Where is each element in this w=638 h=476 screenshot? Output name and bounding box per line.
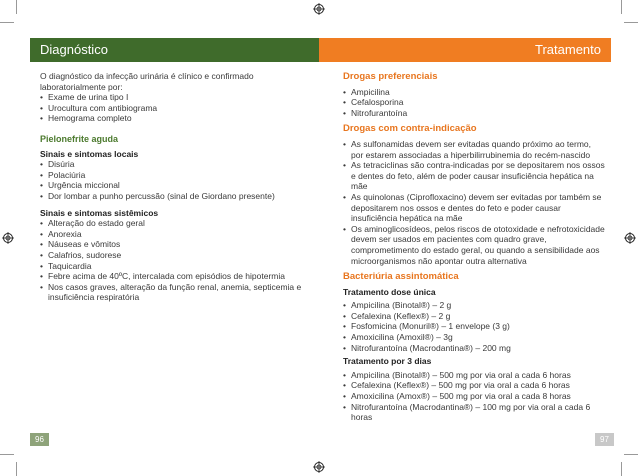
local-symptoms-list — [40, 159, 310, 201]
list-item: • Cefalexina (Keflex®) – 500 mg por via oral a cada 6 horas — [343, 380, 570, 391]
left-page-title: Diagnóstico — [40, 42, 108, 57]
list-item: • Fosfomicina (Monuril®) – 1 envelope (3 g) — [343, 321, 510, 332]
right-page-title: Tratamento — [535, 42, 601, 57]
list-item: • Amoxicilina (Amox®) – 500 mg por via oral a cada 8 horas — [343, 391, 571, 402]
preferred-drugs-list — [343, 87, 605, 119]
systemic-symptoms-heading: Sinais e sintomas sistêmicos — [40, 207, 159, 218]
list-item: • Taquicardia — [40, 260, 92, 271]
crop-mark — [624, 22, 638, 23]
list-item: • As quinolonas (Ciprofloxacino) devem ser evitadas por também se depositarem nos ossos e dentes do feto e poder causar insuficiência hepática na mãe — [343, 191, 602, 224]
list-item: • Náuseas e vômitos — [40, 239, 121, 250]
preferred-drugs-heading: Drogas preferenciais — [343, 71, 438, 82]
registration-mark-icon — [2, 232, 14, 244]
section-heading-pielonefrite: Pielonefrite aguda — [40, 133, 119, 144]
crop-mark — [0, 454, 14, 455]
crop-mark — [16, 462, 17, 476]
crop-mark — [624, 454, 638, 455]
list-item: • Anorexia — [40, 228, 82, 239]
list-item: • Calafrios, sudorese — [40, 249, 122, 260]
asymptomatic-bacteriuria-heading: Bacteriúria assintomática — [343, 271, 459, 283]
list-item: • Alteração do estado geral — [40, 218, 145, 229]
list-item: • As sulfonamidas devem ser evitadas quando próximo ao termo, por estarem associadas a hiperbilirrubinemia do recém-nascido — [343, 138, 592, 160]
crop-mark — [0, 22, 14, 23]
contraindicated-drugs-list — [343, 139, 605, 266]
crop-mark — [16, 0, 17, 14]
left-header-bar — [30, 38, 319, 62]
list-item: • Nitrofurantoína (Macrodantina®) – 200 mg — [343, 342, 511, 353]
list-item: • Urocultura com antibiograma — [40, 102, 158, 113]
list-item: • Polaciúria — [40, 169, 86, 180]
list-item: • Ampicilina — [343, 86, 390, 97]
list-item: • Os aminoglicosídeos, pelos riscos de ototoxidade e nefrotoxicidade devem ser usados em pacientes com quadro grave, comprometimento do estado geral, ou quando a sensibilidade aos microorganismos não apontar outra alternativa — [343, 223, 605, 266]
right-page-number: 97 — [595, 433, 614, 446]
list-item: • Ampicilina (Binotal®) – 500 mg por via oral a cada 6 horas — [343, 369, 571, 380]
intro-list — [40, 92, 310, 124]
list-item: • Cefalosporina — [343, 97, 404, 108]
list-item: • Exame de urina tipo I — [40, 92, 129, 103]
single-dose-list — [343, 300, 605, 353]
list-item: • Nos casos graves, alteração da função renal, anemia, septicemia e insuficiência respiratória — [40, 281, 302, 303]
single-dose-heading: Tratamento dose única — [343, 286, 436, 297]
left-page-number: 96 — [30, 433, 49, 446]
three-day-heading: Tratamento por 3 dias — [343, 356, 432, 367]
crop-mark — [621, 462, 622, 476]
systemic-symptoms-list — [40, 218, 310, 303]
list-item: • Nitrofurantoína (Macrodantina®) – 100 mg por via oral a cada 6 horas — [343, 401, 591, 423]
list-item: • Disúria — [40, 159, 75, 170]
registration-mark-icon — [313, 3, 325, 15]
right-header-bar — [319, 38, 611, 62]
list-item: • Cefalexina (Keflex®) – 2 g — [343, 310, 451, 321]
crop-mark — [621, 0, 622, 14]
contraindicated-drugs-heading: Drogas com contra-indicação — [343, 123, 477, 135]
left-column — [40, 71, 310, 303]
list-item: • Dor lombar a punho percussão (sinal de Giordano presente) — [40, 190, 275, 201]
list-item: • Hemograma completo — [40, 113, 132, 124]
list-item: • As tetraciclinas são contra-indicadas por se depositarem nos ossos e dentes do feto, além de poder causar insuficiência hepática na mãe — [343, 160, 605, 192]
list-item: • Amoxicilina (Amoxil®) – 3g — [343, 332, 453, 343]
registration-mark-icon — [313, 461, 325, 473]
list-item: • Ampicilina (Binotal®) – 2 g — [343, 300, 452, 311]
list-item: • Febre acima de 40ºC, intercalada com episódios de hipotermia — [40, 271, 285, 282]
three-day-list — [343, 370, 605, 423]
intro-text: O diagnóstico da infecção urinária é clínico e confirmado laboratorialmente por: — [40, 71, 254, 92]
list-item: • Nitrofurantoína — [343, 107, 408, 118]
list-item: • Urgência miccional — [40, 180, 120, 191]
registration-mark-icon — [624, 232, 636, 244]
right-column — [343, 72, 605, 423]
local-symptoms-heading: Sinais e sintomas locais — [40, 148, 139, 159]
